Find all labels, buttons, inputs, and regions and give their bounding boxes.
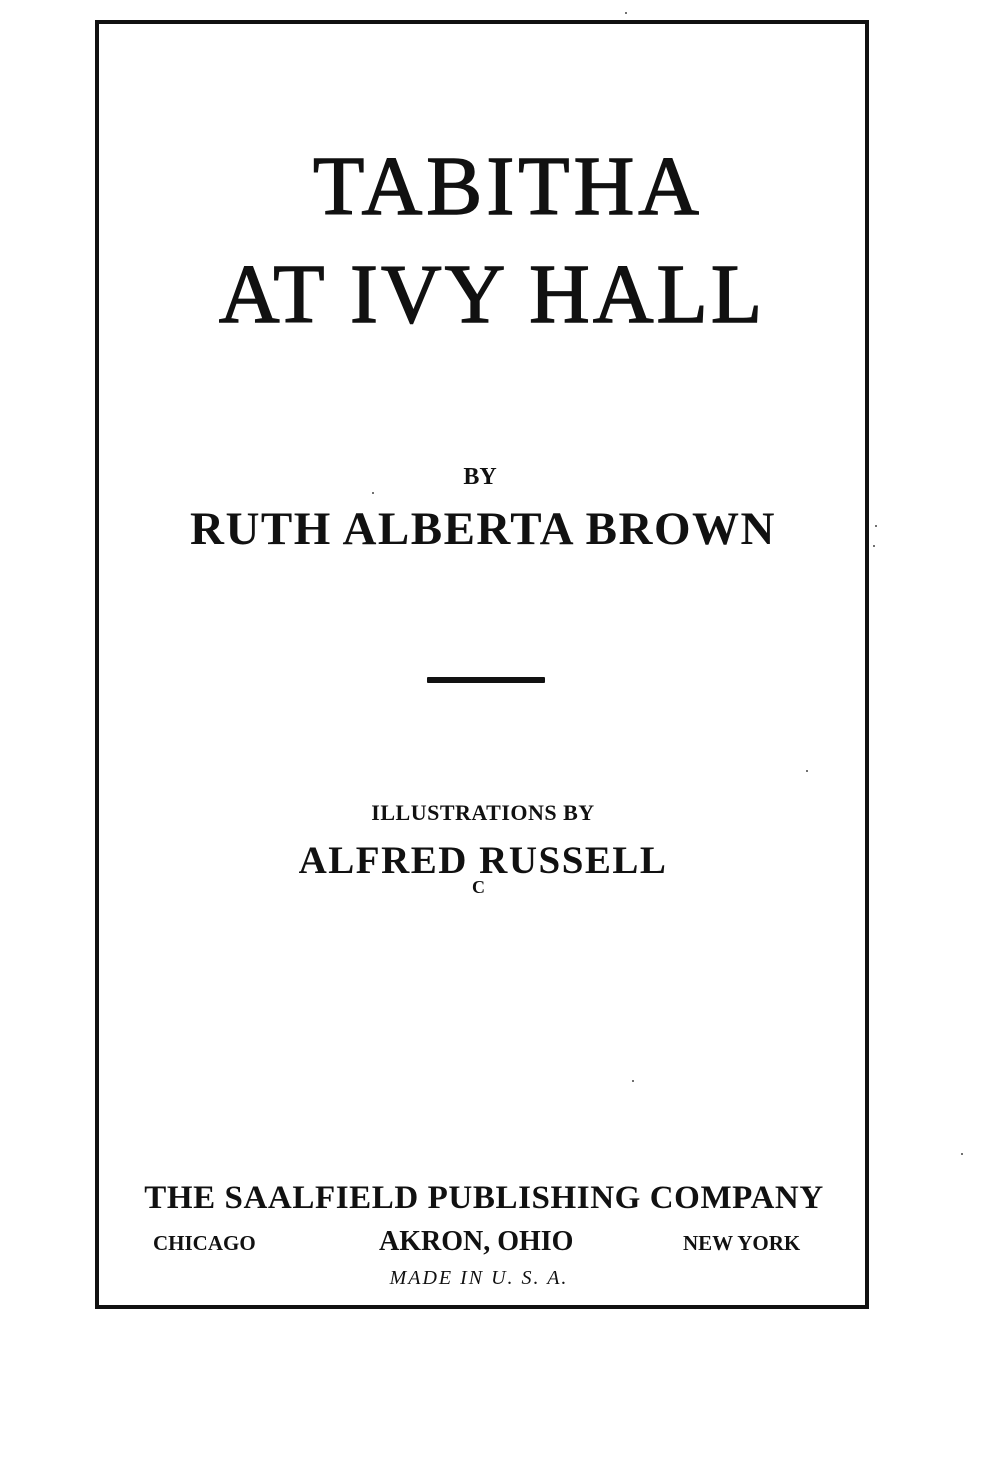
divider-rule	[427, 677, 545, 683]
city-new-york: NEW YORK	[683, 1231, 801, 1255]
by-label: BY	[463, 464, 497, 490]
made-in-label: MADE IN U. S. A.	[389, 1267, 569, 1289]
city-akron-ohio: AKRON, OHIO	[379, 1226, 574, 1257]
city-chicago: CHICAGO	[153, 1231, 256, 1255]
scan-speck	[873, 545, 875, 547]
scan-speck	[875, 525, 877, 527]
book-title-line-2: AT IVY HALL	[218, 248, 766, 341]
illustrator-mark: C	[472, 877, 485, 897]
illustrator-name: ALFRED RUSSELL	[298, 839, 668, 882]
illustrations-by-label: ILLUSTRATIONS BY	[371, 800, 595, 825]
scan-speck	[632, 1080, 634, 1082]
book-title-line-1: TABITHA	[313, 140, 703, 233]
author-name: RUTH ALBERTA BROWN	[190, 503, 776, 555]
scan-speck	[625, 12, 627, 14]
scan-speck	[806, 770, 808, 772]
publisher-name: THE SAALFIELD PUBLISHING COMPANY	[144, 1180, 824, 1216]
scan-speck	[961, 1153, 963, 1155]
scan-speck	[372, 492, 374, 494]
